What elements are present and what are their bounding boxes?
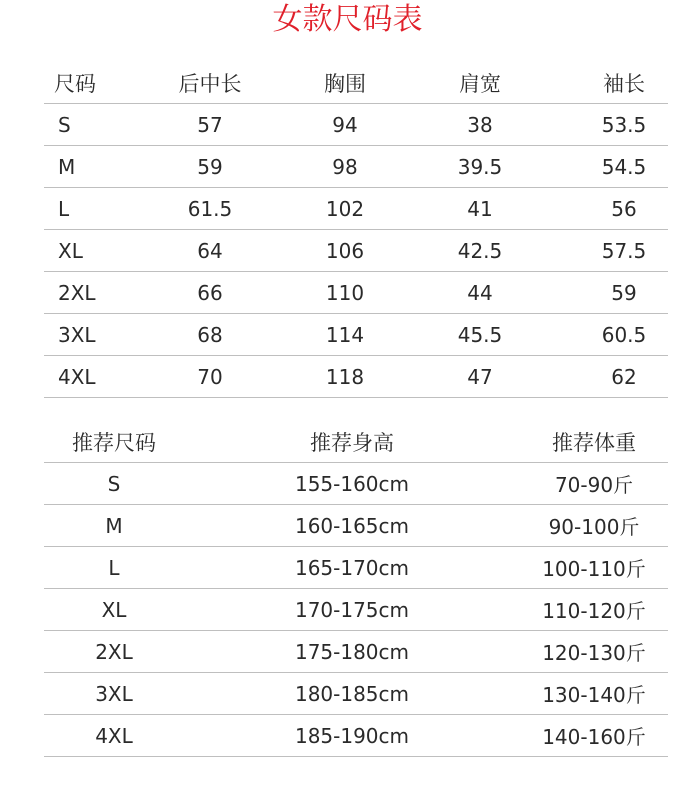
cell-back-length: 57 — [110, 104, 310, 146]
cell-sleeve: 54.5 — [580, 146, 668, 188]
cell-recommend-height: 185-190cm — [184, 715, 520, 757]
cell-back-length: 68 — [110, 314, 310, 356]
cell-chest: 114 — [310, 314, 380, 356]
cell-chest: 118 — [310, 356, 380, 398]
cell-recommend-size: M — [44, 505, 184, 547]
cell-size: S — [44, 104, 110, 146]
cell-shoulder: 45.5 — [380, 314, 580, 356]
cell-size: L — [44, 188, 110, 230]
cell-shoulder: 47 — [380, 356, 580, 398]
cell-back-length: 66 — [110, 272, 310, 314]
cell-recommend-weight: 70-90斤 — [520, 463, 668, 505]
table-row — [44, 463, 668, 505]
header-shoulder: 肩宽 — [380, 62, 580, 104]
cell-sleeve: 59 — [580, 272, 668, 314]
header-recommend-height: 推荐身高 — [184, 421, 520, 463]
cell-size: 4XL — [44, 356, 110, 398]
cell-sleeve: 53.5 — [580, 104, 668, 146]
recommend-size-table — [44, 421, 668, 757]
cell-shoulder: 44 — [380, 272, 580, 314]
cell-back-length: 59 — [110, 146, 310, 188]
table-header-row — [44, 421, 668, 463]
cell-chest: 106 — [310, 230, 380, 272]
header-recommend-weight: 推荐体重 — [520, 421, 668, 463]
cell-size: 2XL — [44, 272, 110, 314]
cell-shoulder: 41 — [380, 188, 580, 230]
table-row — [44, 356, 668, 398]
table-row — [44, 631, 668, 673]
header-back-length: 后中长 — [110, 62, 310, 104]
cell-recommend-weight: 100-110斤 — [520, 547, 668, 589]
cell-shoulder: 42.5 — [380, 230, 580, 272]
header-recommend-size: 推荐尺码 — [44, 421, 184, 463]
header-size: 尺码 — [44, 62, 110, 104]
table-row — [44, 314, 668, 356]
cell-recommend-weight: 110-120斤 — [520, 589, 668, 631]
cell-recommend-height: 155-160cm — [184, 463, 520, 505]
cell-sleeve: 57.5 — [580, 230, 668, 272]
size-chart-table — [44, 62, 668, 398]
cell-sleeve: 62 — [580, 356, 668, 398]
cell-recommend-height: 160-165cm — [184, 505, 520, 547]
cell-back-length: 61.5 — [110, 188, 310, 230]
cell-sleeve: 56 — [580, 188, 668, 230]
header-chest: 胸围 — [310, 62, 380, 104]
cell-recommend-size: 4XL — [44, 715, 184, 757]
table-row — [44, 272, 668, 314]
cell-recommend-size: 2XL — [44, 631, 184, 673]
cell-recommend-weight: 140-160斤 — [520, 715, 668, 757]
cell-back-length: 64 — [110, 230, 310, 272]
cell-chest: 94 — [310, 104, 380, 146]
table-header-row — [44, 62, 668, 104]
table-row — [44, 104, 668, 146]
cell-recommend-weight: 120-130斤 — [520, 631, 668, 673]
cell-shoulder: 39.5 — [380, 146, 580, 188]
cell-size: M — [44, 146, 110, 188]
page-title: 女款尺码表 — [272, 2, 423, 37]
cell-recommend-size: 3XL — [44, 673, 184, 715]
cell-chest: 102 — [310, 188, 380, 230]
cell-recommend-size: S — [44, 463, 184, 505]
table-row — [44, 589, 668, 631]
cell-sleeve: 60.5 — [580, 314, 668, 356]
table-row — [44, 673, 668, 715]
cell-back-length: 70 — [110, 356, 310, 398]
cell-recommend-weight: 130-140斤 — [520, 673, 668, 715]
table-row — [44, 230, 668, 272]
cell-chest: 98 — [310, 146, 380, 188]
cell-shoulder: 38 — [380, 104, 580, 146]
cell-recommend-height: 165-170cm — [184, 547, 520, 589]
table-row — [44, 505, 668, 547]
table-row — [44, 188, 668, 230]
cell-recommend-height: 170-175cm — [184, 589, 520, 631]
cell-recommend-size: XL — [44, 589, 184, 631]
cell-recommend-size: L — [44, 547, 184, 589]
header-sleeve: 袖长 — [580, 62, 668, 104]
cell-recommend-height: 180-185cm — [184, 673, 520, 715]
cell-recommend-weight: 90-100斤 — [520, 505, 668, 547]
cell-chest: 110 — [310, 272, 380, 314]
table-row — [44, 547, 668, 589]
cell-recommend-height: 175-180cm — [184, 631, 520, 673]
table-row — [44, 715, 668, 757]
cell-size: 3XL — [44, 314, 110, 356]
cell-size: XL — [44, 230, 110, 272]
table-row — [44, 146, 668, 188]
